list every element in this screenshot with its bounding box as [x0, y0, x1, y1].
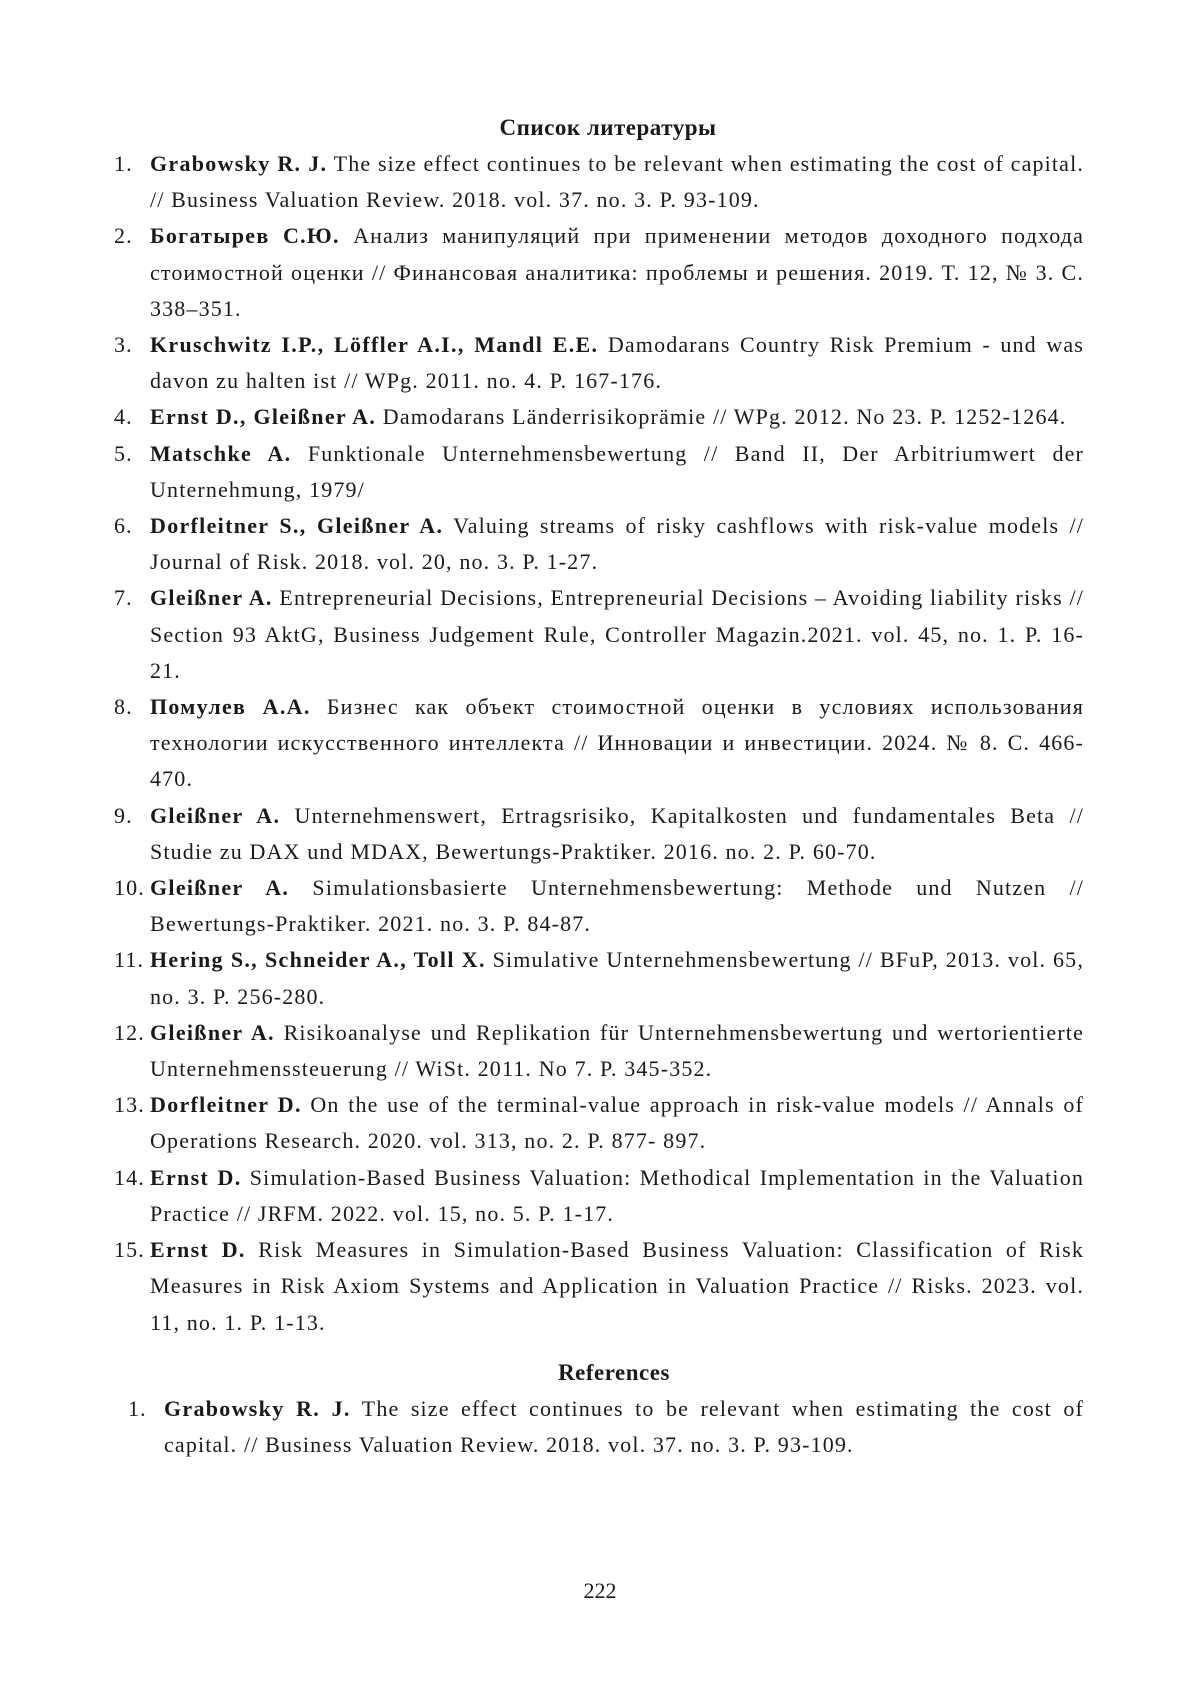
reference-number: 9.	[114, 802, 133, 828]
reference-number: 11.	[114, 947, 145, 973]
reference-text: The size effect continues to be relevant when estimating the cost of capital. // Business Valuation Review. 2018. vol. 37. no. 3. P. 93-109.	[150, 151, 1084, 213]
reference-entry	[114, 689, 1084, 798]
reference-entry	[114, 146, 1084, 218]
reference-entry	[114, 1232, 1084, 1341]
reference-number: 6.	[114, 513, 133, 539]
reference-authors: Богатырев С.Ю.	[150, 223, 340, 249]
page-content	[114, 110, 1084, 1463]
reference-authors: Gleißner A.	[150, 585, 273, 611]
reference-entry	[114, 1087, 1084, 1159]
reference-text: Simulative Unternehmensbewertung // BFuP, 2013. vol. 65, no. 3. P. 256-280.	[150, 947, 1084, 1009]
reference-text: Funktionale Unternehmensbewertung // Band II, Der Arbitriumwert der Unternehmung, 1979/	[150, 440, 1084, 502]
reference-entry	[114, 436, 1084, 508]
reference-authors: Dorfleitner D.	[150, 1092, 302, 1118]
reference-authors: Ernst D., Gleißner A.	[150, 404, 377, 430]
reference-number: 10.	[114, 875, 145, 901]
reference-authors: Помулев А.А.	[150, 694, 311, 720]
reference-entry	[114, 942, 1084, 1014]
page-number: 222	[583, 1578, 617, 1603]
reference-number: 1.	[128, 1395, 147, 1421]
reference-number: 2.	[114, 223, 133, 249]
reference-number: 5.	[114, 440, 133, 466]
reference-number: 4.	[114, 404, 133, 430]
reference-text: Бизнес как объект стоимостной оценки в условиях использования технологии искусственного интеллекта // Инновации и инвестиции. 2024. № 8. С. 466-470.	[150, 694, 1085, 792]
references-list	[114, 1391, 1084, 1463]
reference-text: Simulationsbasierte Unternehmensbewertung: Methode und Nutzen // Bewertungs-Praktiker. 2021. no. 3. P. 84-87.	[150, 875, 1084, 937]
reference-authors: Kruschwitz I.P., Löffler A.I., Mandl E.E.	[150, 332, 599, 358]
reference-text: Entrepreneurial Decisions, Entrepreneurial Decisions – Avoiding liability risks // Section 93 AktG, Business Judgement Rule, Controller Magazin.2021. vol. 45, no. 1. P. 16-21.	[150, 585, 1084, 683]
reference-number: 15.	[114, 1237, 145, 1263]
reference-text: The size effect continues to be relevant when estimating the cost of capital. // Business Valuation Review. 2018. vol. 37. no. 3. P. 93-109.	[164, 1395, 1084, 1457]
reference-text: Simulation-Based Business Valuation: Methodical Implementation in the Valuation Practice // JRFM. 2022. vol. 15, no. 5. P. 1-17.	[150, 1164, 1084, 1226]
reference-authors: Gleißner A.	[150, 875, 290, 901]
reference-authors: Matschke A.	[150, 440, 292, 466]
reference-text: Risikoanalyse und Replikation für Unternehmensbewertung und wertorientierte Unternehmenssteuerung // WiSt. 2011. No 7. P. 345-352.	[150, 1019, 1084, 1082]
reference-text: Unternehmenswert, Ertragsrisiko, Kapitalkosten und fundamentales Beta // Studie zu DAX und MDAX, Bewertungs-Praktiker. 2016. no. 2. P. 60-70.	[150, 802, 1084, 864]
reference-authors: Ernst D.	[150, 1164, 242, 1190]
reference-number: 7.	[114, 585, 133, 611]
reference-text: Damodarans Country Risk Premium - und was davon zu halten ist // WPg. 2011. no. 4. P. 167-176.	[150, 332, 1084, 394]
reference-entry	[114, 870, 1084, 942]
reference-authors: Ernst D.	[150, 1237, 246, 1263]
reference-entry	[114, 327, 1084, 399]
reference-entry	[114, 1391, 1084, 1463]
reference-text: On the use of the terminal-value approach in risk-value models // Annals of Operations Research. 2020. vol. 313, no. 2. P. 877- 897.	[150, 1092, 1084, 1154]
reference-entry	[114, 399, 1084, 435]
reference-text: Valuing streams of risky cashflows with risk-value models // Journal of Risk. 2018. vol. 20, no. 3. P. 1-27.	[150, 513, 1084, 575]
reference-text: Анализ манипуляций при применении методов доходного подхода стоимостной оценки // Финансовая аналитика: проблемы и решения. 2019. Т. 12, № 3. С. 338–351.	[150, 223, 1084, 321]
reference-entry	[114, 1015, 1084, 1087]
reference-text: Risk Measures in Simulation-Based Business Valuation: Classification of Risk Measures in Risk Axiom Systems and Application in Valuation Practice // Risks. 2023. vol. 11, no. 1. P. 1-13.	[150, 1237, 1084, 1335]
reference-number: 13.	[114, 1092, 145, 1118]
reference-entry	[114, 580, 1084, 689]
reference-number: 12.	[114, 1019, 145, 1045]
reference-number: 14.	[114, 1164, 145, 1190]
reference-authors: Gleißner A.	[150, 802, 281, 828]
reference-number: 8.	[114, 694, 133, 720]
bibliography-list	[114, 146, 1084, 1341]
reference-authors: Hering S., Schneider A., Toll X.	[150, 947, 486, 973]
reference-entry	[114, 508, 1084, 580]
reference-authors: Gleißner A.	[150, 1019, 275, 1045]
reference-authors: Dorfleitner S., Gleißner A.	[150, 513, 444, 539]
reference-entry	[114, 798, 1084, 870]
reference-authors: Grabowsky R. J.	[150, 151, 328, 176]
references-heading: References	[558, 1359, 670, 1385]
bibliography-heading: Список литературы	[499, 115, 717, 140]
reference-text: Damodarans Länderrisikoprämie // WPg. 2012. No 23. P. 1252-1264.	[376, 404, 1067, 430]
reference-number: 1.	[114, 151, 133, 176]
reference-number: 3.	[114, 332, 133, 358]
reference-authors: Grabowsky R. J.	[164, 1395, 351, 1421]
reference-entry	[114, 1160, 1084, 1232]
reference-entry	[114, 218, 1084, 327]
